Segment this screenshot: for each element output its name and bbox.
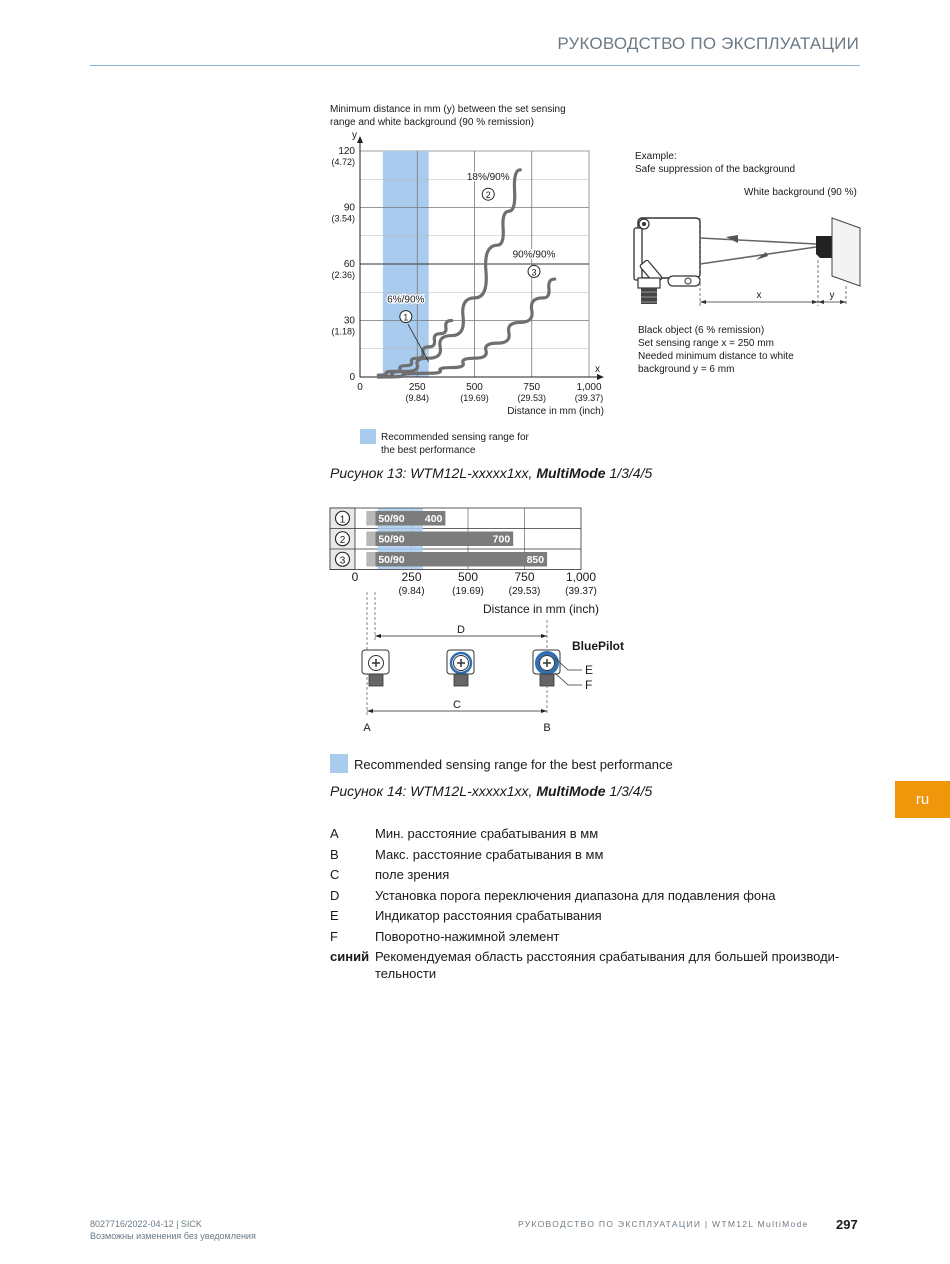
range-bar-start-label: 50/90 xyxy=(378,533,405,546)
figure14-legend: Recommended sensing range for the best performance xyxy=(354,757,673,772)
definition-row xyxy=(330,907,860,924)
figure14-caption xyxy=(330,783,652,799)
header-rule xyxy=(90,65,860,66)
series-label: 90%/90% xyxy=(512,249,556,261)
definition-key: синий xyxy=(330,949,370,964)
range-bar-min xyxy=(366,532,375,547)
y-tick-label: 120 xyxy=(338,146,355,157)
chart-legend-line1: Recommended sensing range for xyxy=(381,432,529,443)
x-tick-label: 250 xyxy=(401,570,422,584)
row-marker-number: 1 xyxy=(339,514,346,526)
x-tick-sublabel: (9.84) xyxy=(405,393,430,403)
x-tick-label: 250 xyxy=(408,382,426,393)
x-axis-title: Distance in mm (inch) xyxy=(507,406,604,417)
sensor-icon-middle xyxy=(447,650,474,686)
y-axis-letter: y xyxy=(352,130,357,141)
y-tick-label: 90 xyxy=(343,202,355,214)
footer-doc-id: 8027716/2022-04-12 | SICK xyxy=(90,1219,202,1229)
definition-value: Рекомендуемая область расстояния срабатывания для большей производи-тельности xyxy=(375,949,840,981)
x-tick-label: 1,000 xyxy=(576,382,602,393)
x-tick-sublabel: (39.37) xyxy=(574,393,604,403)
sensor-icon-left xyxy=(362,650,389,686)
definition-value: Макс. расстояние срабатывания в мм xyxy=(375,846,604,862)
figure14-caption-suffix: 1/3/4/5 xyxy=(605,783,653,799)
series-marker-number: 2 xyxy=(485,190,491,201)
x-tick-sublabel: (29.53) xyxy=(517,393,547,403)
range-bar-min xyxy=(366,552,375,567)
x-tick-label: 750 xyxy=(523,382,541,393)
definition-key: D xyxy=(330,887,340,903)
x-tick-sublabel: (9.84) xyxy=(398,586,425,597)
dimension-label-C: C xyxy=(453,699,461,711)
x-tick-label: 1,000 xyxy=(565,570,597,584)
light-beams xyxy=(700,235,816,264)
range-bar-start-label: 50/90 xyxy=(378,513,405,525)
definition-list xyxy=(330,825,860,986)
y-tick-label: 30 xyxy=(343,315,355,327)
sensor-icon-right xyxy=(533,650,560,686)
leader-line-F xyxy=(555,673,582,685)
sensor-connector xyxy=(540,674,554,686)
example-note-line: Needed minimum distance to white xyxy=(638,351,794,362)
example-heading-line2: Safe suppression of the background xyxy=(635,164,796,175)
example-heading-line1: Example: xyxy=(635,151,677,162)
series-marker-number: 1 xyxy=(403,312,409,323)
y-tick-sublabel: (2.36) xyxy=(331,270,355,280)
chart-legend-line2: the best performance xyxy=(381,445,476,456)
range-bar-end-label: 400 xyxy=(424,513,443,525)
dimension-lines xyxy=(700,218,846,306)
bluepilot-label: BluePilot xyxy=(572,639,625,653)
x-tick-label: 500 xyxy=(466,382,483,393)
y-tick-sublabel: (1.18) xyxy=(331,326,355,337)
definition-row xyxy=(330,846,860,863)
example-note-line: Black object (6 % remission) xyxy=(638,325,765,336)
definition-value: Поворотно-нажимной элемент xyxy=(375,928,560,944)
definition-row xyxy=(330,866,860,883)
figure13-caption-suffix: 1/3/4/5 xyxy=(605,465,653,481)
chart-legend xyxy=(381,431,529,457)
dimension-arrow xyxy=(367,709,373,713)
series-label: 6%/90% xyxy=(387,294,425,306)
x-tick-sublabel: (39.37) xyxy=(565,586,597,597)
definition-key: C xyxy=(330,867,340,882)
callout-E: E xyxy=(585,663,594,677)
example-note-line: Set sensing range x = 250 mm xyxy=(638,338,774,349)
figure14-legend-swatch xyxy=(330,754,348,773)
dimension-label-D: D xyxy=(457,624,465,636)
footer-left xyxy=(90,1218,256,1242)
example-heading xyxy=(635,150,795,176)
dimension-label-A: A xyxy=(363,722,371,734)
example-note xyxy=(638,324,794,376)
x-tick-label: 500 xyxy=(457,570,479,584)
definition-value: поле зрения xyxy=(375,867,450,882)
x-tick-label: 0 xyxy=(351,570,359,584)
series-marker-number: 3 xyxy=(531,267,537,278)
dimension-y-label: y xyxy=(829,290,835,301)
definition-key: B xyxy=(330,846,339,862)
sensor-body xyxy=(634,218,700,304)
range-bar-end-label: 850 xyxy=(526,554,545,566)
definition-row xyxy=(330,825,860,842)
definition-key: E xyxy=(330,908,339,923)
sensor-example-illustration xyxy=(628,200,868,312)
range-bar-min xyxy=(366,511,375,526)
chart-title xyxy=(330,103,600,129)
x-tick-sublabel: (19.69) xyxy=(460,393,489,403)
white-background-panel xyxy=(832,218,860,286)
y-tick-sublabel: (4.72) xyxy=(331,157,355,167)
y-tick-label: 60 xyxy=(343,259,355,270)
figure14-caption-prefix: Рисунок 14: WTM12L-xxxxx1xx, xyxy=(330,783,537,799)
x-axis-title: Distance in mm (inch) xyxy=(482,602,599,616)
example-note-line: background y = 6 mm xyxy=(638,364,735,375)
definition-key: A xyxy=(330,826,339,841)
sensor-connector xyxy=(454,674,468,686)
white-background-label: White background (90 %) xyxy=(744,187,857,198)
definition-row xyxy=(330,928,860,945)
definition-value: Индикатор расстояния срабатывания xyxy=(375,908,602,923)
row-marker-number: 3 xyxy=(339,555,346,567)
dimension-x-label: x xyxy=(756,290,762,301)
x-axis-letter: x xyxy=(595,364,600,375)
dimension-arrow xyxy=(375,634,381,638)
series-label: 18%/90% xyxy=(466,172,510,184)
sensing-range-chart xyxy=(325,128,615,418)
dimension-arrow xyxy=(541,709,547,713)
figure13-caption-prefix: Рисунок 13: WTM12L-xxxxx1xx, xyxy=(330,465,537,481)
definition-key: F xyxy=(330,928,338,944)
dimension-arrow xyxy=(541,634,547,638)
row-marker-number: 2 xyxy=(339,534,346,546)
blue-pilot-range-diagram xyxy=(320,500,630,750)
y-axis-arrow xyxy=(357,136,363,143)
x-tick-label: 0 xyxy=(357,382,363,393)
x-tick-sublabel: (19.69) xyxy=(452,586,484,597)
figure13-caption xyxy=(330,465,652,481)
figure13-caption-bold: MultiMode xyxy=(536,465,606,481)
chart-title-line1: Minimum distance in mm (y) between the set sensing xyxy=(330,104,566,115)
footer-title: РУКОВОДСТВО ПО ЭКСПЛУАТАЦИИ | WTM12L MultiMode xyxy=(518,1219,809,1229)
definition-row xyxy=(330,948,860,982)
legend-swatch-blue xyxy=(360,429,376,444)
callout-F: F xyxy=(585,678,593,692)
range-bar-end-label: 700 xyxy=(492,533,511,546)
dimension-label-B: B xyxy=(543,722,551,734)
sensor-connector xyxy=(369,674,383,686)
footer-notice: Возможны изменения без уведомления xyxy=(90,1231,256,1241)
definition-value: Установка порога переключения диапазона для подавления фона xyxy=(375,887,776,903)
chart-title-line2: range and white background (90 % remission) xyxy=(330,117,534,128)
y-tick-label: 0 xyxy=(349,372,355,383)
range-bar-start-label: 50/90 xyxy=(378,554,405,566)
running-header-title: РУКОВОДСТВО ПО ЭКСПЛУАТАЦИИ xyxy=(557,34,859,53)
definition-value: Мин. расстояние срабатывания в мм xyxy=(375,826,599,841)
x-tick-label: 750 xyxy=(514,570,535,584)
page-number: 297 xyxy=(836,1217,858,1232)
definition-row xyxy=(330,887,860,904)
figure14-caption-bold: MultiMode xyxy=(536,783,606,799)
language-tab[interactable]: ru xyxy=(895,781,950,818)
x-tick-sublabel: (29.53) xyxy=(508,586,541,597)
y-tick-sublabel: (3.54) xyxy=(331,213,355,224)
